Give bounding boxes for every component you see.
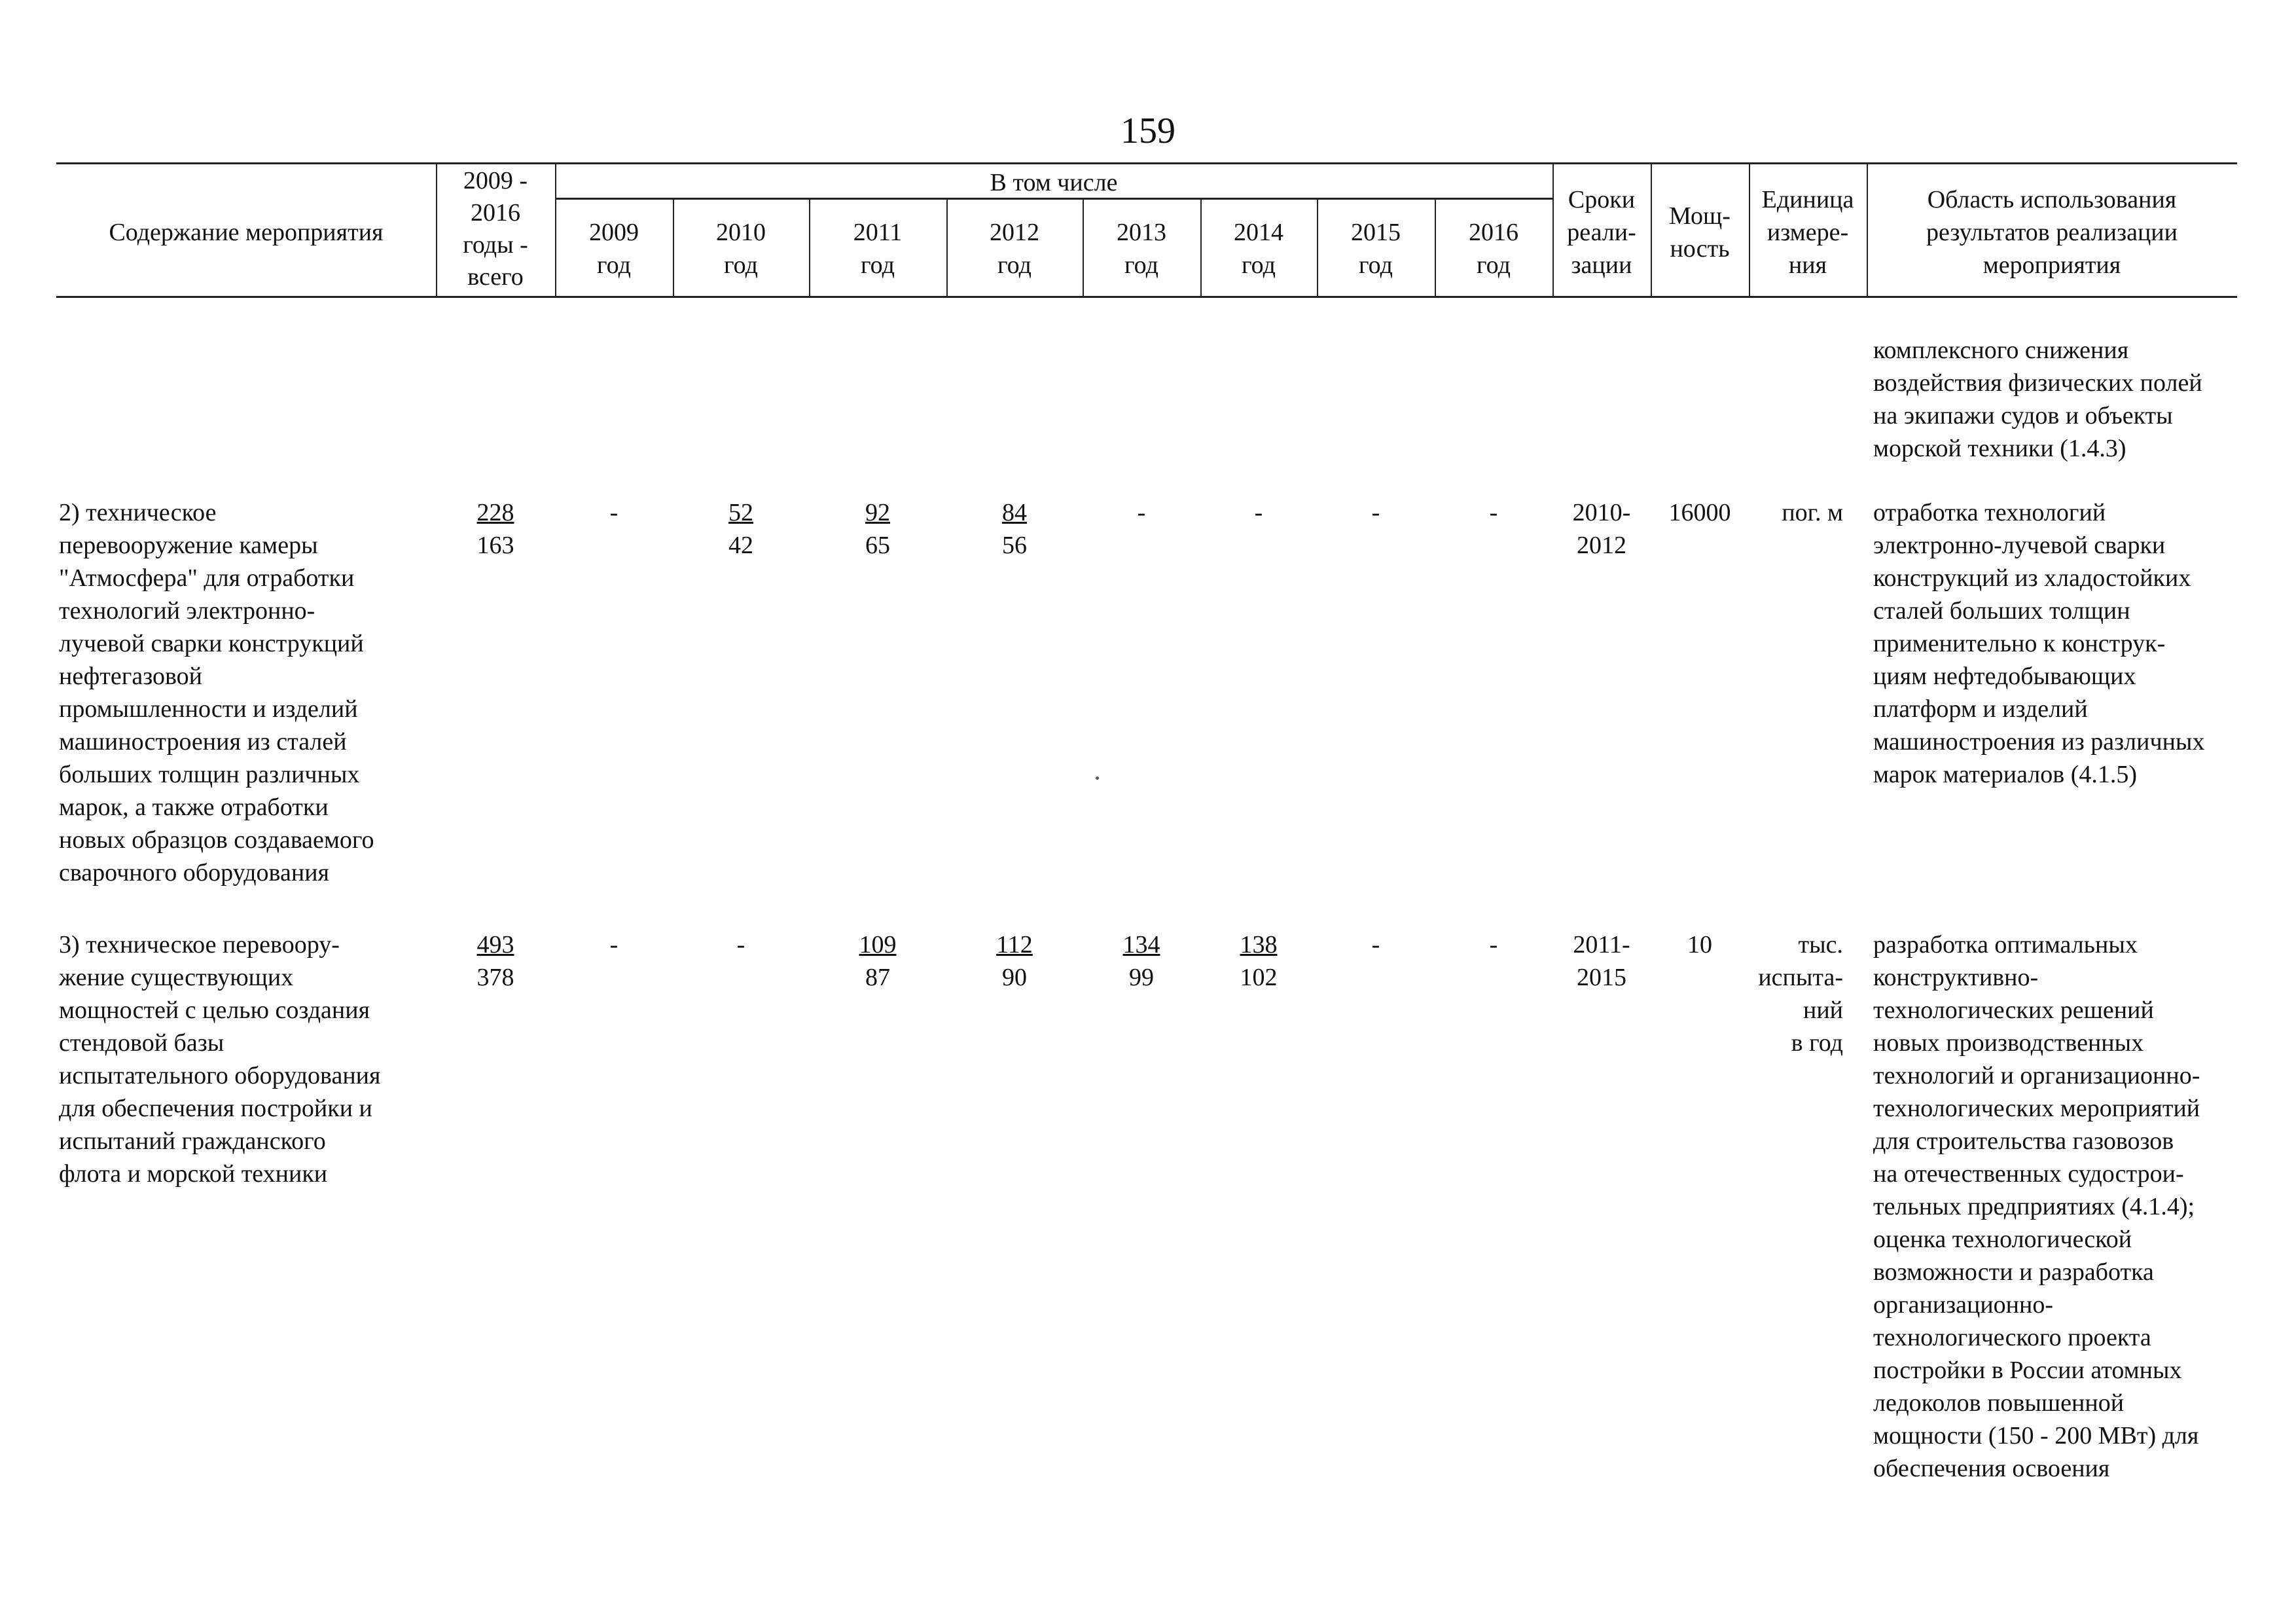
header-year-2012: [946, 216, 1083, 282]
row-total: [436, 928, 555, 994]
year-label: 2010: [716, 219, 766, 246]
value-bottom: 102: [1240, 964, 1278, 991]
row-year-2010: [673, 496, 809, 562]
row-year-2011: [809, 496, 946, 562]
value-top: -: [1371, 931, 1380, 958]
row-year-2009: [555, 496, 673, 529]
page-number: 159: [1121, 111, 1175, 151]
area-continuation: комплексного снижения воздействия физических полей на экипажи судов и объекты морской техники (1.4.3): [1873, 337, 2202, 462]
value-top: -: [1489, 931, 1498, 958]
header-year-2014: [1200, 216, 1317, 282]
header-including: В том числе: [990, 169, 1118, 196]
value-bottom: 90: [1002, 964, 1027, 991]
year-label: 2014: [1234, 219, 1283, 246]
year-label: 2012: [990, 219, 1039, 246]
value-top: 138: [1240, 931, 1278, 958]
header-terms: Сроки реали- зации: [1567, 186, 1636, 279]
header-year-2015: [1317, 216, 1435, 282]
row-year-2012: [946, 928, 1083, 994]
value-bottom: 65: [865, 532, 890, 559]
value-top: -: [1489, 499, 1498, 526]
header-unit: Единица измере- ния: [1761, 186, 1854, 279]
value-top: -: [1371, 499, 1380, 526]
year-unit: год: [1359, 251, 1393, 279]
value-top: 109: [859, 931, 897, 958]
row-unit: пог. м: [1782, 499, 1843, 526]
year-unit: год: [724, 251, 758, 279]
year-unit: год: [1124, 251, 1158, 279]
table-top-rule: [56, 162, 2237, 164]
header-area: Область использования результатов реализации мероприятия: [1926, 186, 2178, 279]
total-top: 493: [476, 931, 514, 958]
year-unit: год: [1477, 251, 1511, 279]
total-bottom: 378: [476, 964, 514, 991]
header-capacity: Мощ- ность: [1669, 202, 1731, 263]
value-top: 112: [996, 931, 1033, 958]
value-top: 134: [1122, 931, 1160, 958]
value-top: -: [609, 931, 619, 958]
row-year-2016: [1435, 928, 1552, 961]
value-bottom: 87: [865, 964, 890, 991]
year-label: 2009: [589, 219, 639, 246]
header-year-2011: [809, 216, 946, 282]
row-area: разработка оптимальных конструктивно- технологических решений новых производственных технологий и организационно- технологических мероприятий для строительства газовозов на отечественных судострои- тельных предприятиях (4.1.4); оценка технологической возможности и разработка организационно- технологического проекта постройки в России атомных ледоколов повышенной мощности (150 - 200 МВт) для обеспечения освоения: [1873, 931, 2200, 1482]
row-year-2011: [809, 928, 946, 994]
value-top: -: [1137, 499, 1146, 526]
total-top: 228: [476, 499, 514, 526]
value-bottom: 99: [1129, 964, 1154, 991]
header-total: 2009 - 2016 годы - всего: [463, 167, 528, 291]
value-bottom: 56: [1002, 532, 1027, 559]
row-total: [436, 496, 555, 562]
row-year-2014: [1200, 496, 1317, 529]
year-label: 2013: [1117, 219, 1166, 246]
year-unit: год: [997, 251, 1031, 279]
header-year-2016: [1435, 216, 1552, 282]
row-content: 2) техническое перевооружение камеры "Атмосфера" для отработки технологий электронно- лучевой сварки конструкций нефтегазовой промышленности и изделий машиностроения из сталей больших толщин различных марок, а также отработки новых образцов создаваемого сварочного оборудования: [59, 499, 374, 886]
value-top: -: [1254, 499, 1263, 526]
row-capacity: 16000: [1668, 499, 1731, 526]
row-area: отработка технологий электронно-лучевой сварки конструкций из хладостойких сталей больших толщин применительно к конструк- циям нефтедобывающих платформ и изделий машиностроения из различных марок материалов (4.1.5): [1873, 499, 2205, 788]
value-top: 84: [1002, 499, 1027, 526]
value-top: -: [609, 499, 619, 526]
row-year-2015: [1317, 496, 1435, 529]
value-top: -: [736, 931, 745, 958]
row-year-2010: [673, 928, 809, 961]
row-year-2012: [946, 496, 1083, 562]
header-content: Содержание мероприятия: [109, 219, 384, 246]
header-bottom-rule: [56, 296, 2237, 298]
year-unit: год: [1242, 251, 1276, 279]
row-year-2015: [1317, 928, 1435, 961]
total-bottom: 163: [476, 532, 514, 559]
row-terms: 2010- 2012: [1572, 499, 1631, 559]
header-year-2013: [1083, 216, 1200, 282]
row-capacity: 10: [1687, 931, 1712, 958]
year-label: 2016: [1469, 219, 1518, 246]
row-year-2013: [1083, 928, 1200, 994]
year-label: 2011: [853, 219, 903, 246]
value-top: 92: [865, 499, 890, 526]
row-unit: тыс. испыта- ний в год: [1758, 931, 1843, 1057]
year-unit: год: [597, 251, 631, 279]
header-year-2010: [673, 216, 809, 282]
header-year-2009: [555, 216, 673, 282]
scan-speck: [1096, 776, 1099, 780]
value-bottom: 42: [728, 532, 753, 559]
row-year-2014: [1200, 928, 1317, 994]
row-year-2013: [1083, 496, 1200, 529]
row-year-2016: [1435, 496, 1552, 529]
value-top: 52: [728, 499, 753, 526]
year-unit: год: [861, 251, 895, 279]
row-terms: 2011- 2015: [1573, 931, 1630, 991]
row-year-2009: [555, 928, 673, 961]
year-label: 2015: [1351, 219, 1401, 246]
row-content: 3) техническое перевоору- жение существующих мощностей с целью создания стендовой базы испытательного оборудования для обеспечения постройки и испытаний гражданского флота и морской техники: [59, 931, 381, 1188]
